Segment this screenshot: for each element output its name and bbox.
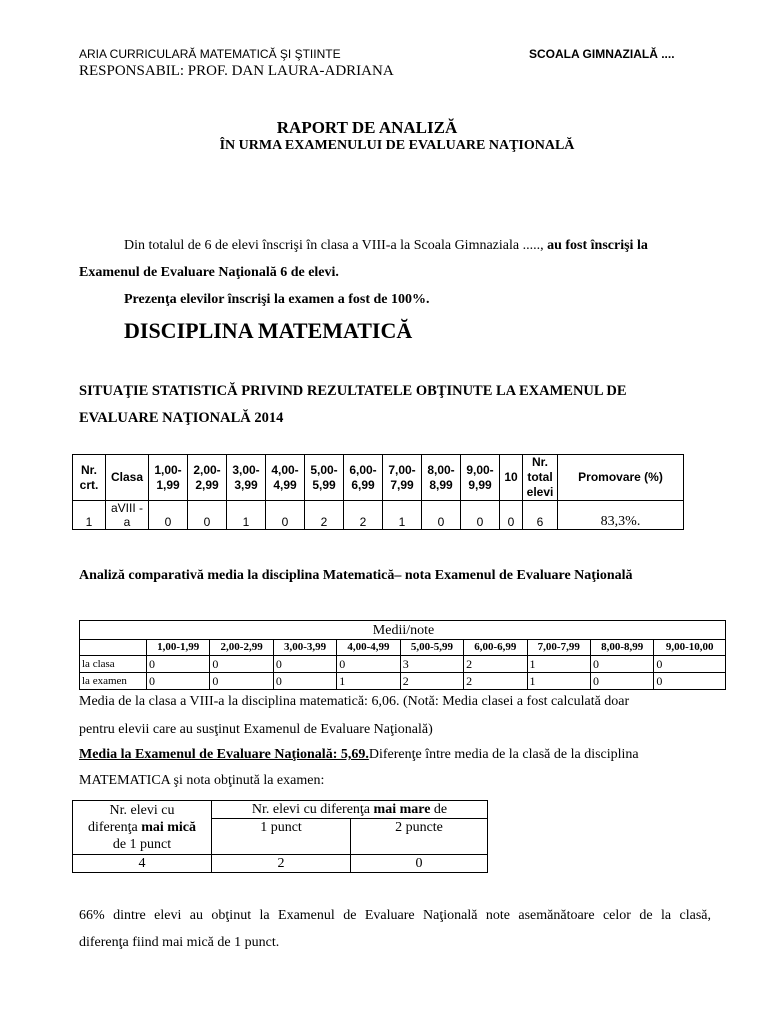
compare-header-cell: 4,00-4,99 <box>337 640 400 656</box>
stats-header-cell <box>344 455 383 501</box>
compare-header-row <box>80 640 726 656</box>
exam-average-line2: MATEMATICA şi nota obţinută la examen: <box>79 773 325 788</box>
compare-cell: 0 <box>147 656 210 673</box>
exam-average-bold: Media la Examenul de Evaluare Naţională: 5,69. <box>79 747 369 762</box>
stats-table <box>72 454 684 530</box>
compare-cell: 0 <box>210 656 273 673</box>
diff-col1-bold: mai mică <box>141 820 197 835</box>
stats-header-cell <box>558 455 684 501</box>
stats-cell <box>500 501 523 530</box>
stats-header-text: 9,00- 9,99 <box>466 462 494 492</box>
diff-value: 2 <box>212 855 351 873</box>
stats-header-cell <box>523 455 558 501</box>
compare-cell: 0 <box>147 673 210 690</box>
diff-col2-a: Nr. elevi cu diferenţa <box>251 802 371 817</box>
stats-header-cell <box>227 455 266 501</box>
intro-line1 <box>124 232 648 259</box>
compare-caption: Medii/note <box>80 621 726 640</box>
stats-cell-text: 0 <box>507 515 515 529</box>
compare-header-cell: 8,00-8,99 <box>590 640 653 656</box>
exam-average-line <box>79 741 639 768</box>
intro-bold: au fost înscrişi la <box>547 238 648 253</box>
curricular-area: ARIA CURRICULARĂ MATEMATICĂ ŞI ŞTIINTE <box>79 47 341 61</box>
report-title: RAPORT DE ANALIZĂ <box>276 118 458 137</box>
stats-header-text: 5,00- 5,99 <box>310 462 338 492</box>
diff-col2-b: de <box>433 802 448 817</box>
stats-cell <box>73 501 106 530</box>
comparative-title: Analiză comparativă media la disciplina Matematică– nota Examenul de Evaluare Naţională <box>79 568 633 583</box>
diff-col2-bold: mai mare <box>373 802 431 817</box>
diff-col1-c: de 1 punct <box>112 837 172 852</box>
compare-caption-row <box>80 621 726 640</box>
compare-cell: 3 <box>400 656 463 673</box>
stats-header-cell <box>422 455 461 501</box>
responsible: RESPONSABIL: PROF. DAN LAURA-ADRIANA <box>79 63 394 79</box>
stats-header-text: 10 <box>504 470 518 484</box>
stats-cell-text: 0 <box>437 515 445 529</box>
diff-col2-header <box>212 801 488 819</box>
stats-header-text: 6,00- 6,99 <box>349 462 377 492</box>
stats-header-cell <box>73 455 106 501</box>
intro-text: Din totalul de 6 de elevi înscrişi în clasa a VIII-a la Scoala Gimnaziala ....., <box>124 238 544 253</box>
compare-row-label: la clasa <box>80 656 147 673</box>
stats-cell <box>523 501 558 530</box>
stats-cell <box>422 501 461 530</box>
diff-sub2: 2 puncte <box>351 819 488 855</box>
compare-cell: 1 <box>337 673 400 690</box>
stats-cell-text: 1 <box>242 515 250 529</box>
stats-cell-text: 0 <box>281 515 289 529</box>
compare-header-cell: 7,00-7,99 <box>527 640 590 656</box>
compare-table <box>79 620 726 690</box>
compare-cell: 2 <box>400 673 463 690</box>
stats-header-text: Nr. crt. <box>79 462 99 492</box>
diff-header-row <box>73 801 488 819</box>
stats-header-cell <box>461 455 500 501</box>
stats-cell-text: aVIII - a <box>110 501 143 529</box>
stats-cell-text: 0 <box>203 515 211 529</box>
diff-values-row <box>73 855 488 873</box>
stats-cell <box>149 501 188 530</box>
compare-header-cell: 9,00-10,00 <box>654 640 726 656</box>
diff-col1-mid <box>73 819 211 836</box>
compare-cell: 2 <box>464 656 527 673</box>
class-average-line1: Media de la clasa a VIII-a la disciplina matematică: 6,06. (Notă: Media clasei a fost calculată doar <box>79 694 630 709</box>
stats-cell <box>305 501 344 530</box>
stats-header-text: 7,00- 7,99 <box>388 462 416 492</box>
compare-cell: 2 <box>464 673 527 690</box>
stats-cell <box>188 501 227 530</box>
exam-average-rest: Diferenţe între media de la clasă de la disciplina <box>368 747 639 762</box>
compare-header-cell: 5,00-5,99 <box>400 640 463 656</box>
compare-cell: 0 <box>337 656 400 673</box>
compare-cell: 0 <box>590 656 653 673</box>
stats-cell <box>227 501 266 530</box>
stats-header-cell <box>266 455 305 501</box>
school-name: SCOALA GIMNAZIALĂ .... <box>529 47 675 61</box>
stats-header-text: 8,00- 8,99 <box>427 462 455 492</box>
compare-row-label: la examen <box>80 673 147 690</box>
stats-cell <box>344 501 383 530</box>
compare-cell: 0 <box>210 673 273 690</box>
compare-cell: 0 <box>590 673 653 690</box>
stats-data-row <box>73 501 684 530</box>
stats-header-text: Nr. total elevi <box>526 455 554 499</box>
compare-header-cell: 6,00-6,99 <box>464 640 527 656</box>
discipline-title: DISCIPLINA MATEMATICĂ <box>124 318 413 343</box>
diff-value: 4 <box>73 855 212 873</box>
conclusion-line1: 66% dintre elevi au obţinut la Examenul de Evaluare Naţională note asemănătoare celor de la clasă, <box>79 908 711 923</box>
stats-header-cell <box>500 455 523 501</box>
stats-cell-text: 2 <box>320 515 328 529</box>
compare-cell: 1 <box>527 673 590 690</box>
compare-cell: 0 <box>273 656 336 673</box>
stats-header-cell <box>383 455 422 501</box>
stats-cell-text: 6 <box>536 515 544 529</box>
stats-cell-text: 2 <box>359 515 367 529</box>
stats-header-text: 4,00- 4,99 <box>271 462 299 492</box>
report-subtitle: ÎN URMA EXAMENULUI DE EVALUARE NAŢIONALĂ <box>219 138 575 153</box>
compare-row-examen <box>80 673 726 690</box>
diff-table <box>72 800 488 873</box>
intro-line2: Examenul de Evaluare Naţională 6 de elevi. <box>79 265 339 280</box>
stats-cell-text: 0 <box>164 515 172 529</box>
stats-header-cell <box>305 455 344 501</box>
stats-header-row <box>73 455 684 501</box>
stats-header-text: 1,00- 1,99 <box>154 462 182 492</box>
situation-title: SITUAŢIE STATISTICĂ PRIVIND REZULTATELE OBŢINUTE LA EXAMENUL DE EVALUARE NAŢIONALĂ 2014 <box>79 383 627 426</box>
conclusion-line2: diferenţa fiind mai mică de 1 punct. <box>79 935 280 950</box>
compare-cell: 1 <box>527 656 590 673</box>
compare-cell: 0 <box>273 673 336 690</box>
diff-sub1: 1 punct <box>212 819 351 855</box>
stats-header-cell <box>149 455 188 501</box>
stats-cell-text: 1 <box>85 515 93 529</box>
stats-cell-text: 0 <box>476 515 484 529</box>
compare-cell: 0 <box>654 656 726 673</box>
stats-cell-text: 83,3%. <box>600 514 641 529</box>
stats-header-text: 3,00- 3,99 <box>232 462 260 492</box>
compare-header-cell: 1,00-1,99 <box>147 640 210 656</box>
presence: Prezenţa elevilor înscrişi la examen a fost de 100%. <box>124 292 430 307</box>
class-average-line2: pentru elevii care au susţinut Examenul de Evaluare Naţională) <box>79 722 433 737</box>
stats-header-cell <box>106 455 149 501</box>
diff-col1-b: diferenţa <box>87 820 138 835</box>
stats-cell <box>266 501 305 530</box>
stats-header-text: Promovare (%) <box>578 470 663 484</box>
diff-col1-header <box>73 801 212 855</box>
compare-header-cell: 2,00-2,99 <box>210 640 273 656</box>
compare-header-empty <box>80 640 147 656</box>
compare-header-cell: 3,00-3,99 <box>273 640 336 656</box>
compare-cell: 0 <box>654 673 726 690</box>
stats-header-cell <box>188 455 227 501</box>
diff-value: 0 <box>351 855 488 873</box>
stats-cell-text: 1 <box>398 515 406 529</box>
stats-cell <box>383 501 422 530</box>
stats-cell <box>461 501 500 530</box>
diff-col1-a: Nr. elevi cu <box>109 803 175 818</box>
stats-header-text: 2,00- 2,99 <box>193 462 221 492</box>
compare-row-clasa <box>80 656 726 673</box>
stats-header-text: Clasa <box>110 470 144 484</box>
stats-cell <box>106 501 149 530</box>
stats-cell-promovare <box>558 501 684 530</box>
